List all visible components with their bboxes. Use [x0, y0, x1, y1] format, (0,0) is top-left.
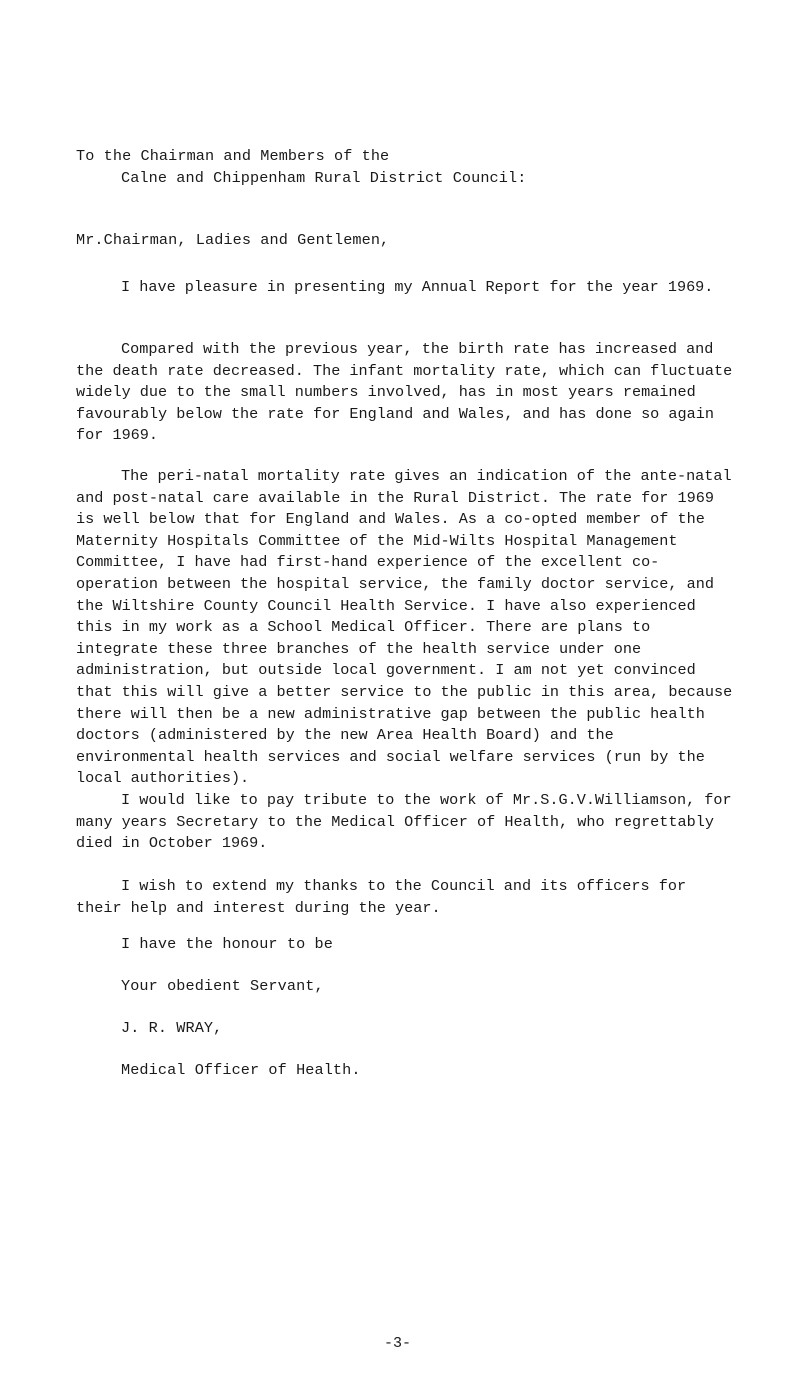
closing-honour: I have the honour to be — [121, 935, 333, 953]
paragraph-text: The peri-natal mortality rate gives an indication of the ante-natal and post-natal care available in the Rural District. The rate for 1969 is well below that for England and Wales. As a co-opted member of the Maternity Hospitals Committee of the Mid-Wilts Hospital Management Committee, I have had first-hand experience of the excellent co-operation between the hospital service, the family doctor service, and the Wiltshire County Council Health Service. I have also experienced this in my work as a School Medical Officer. There are plans to integrate these three branches of the health service under one administration, but outside local government. I am not yet convinced that this will give a better service to the public in this area, because there will then be a new administrative gap between the public health doctors (administered by the new Area Health Board) and the environmental health services and social welfare services (run by the local authorities). — [76, 467, 733, 788]
paragraph-tribute — [76, 790, 736, 855]
paragraph-perinatal — [76, 466, 736, 790]
address-line-2: Calne and Chippenham Rural District Council: — [121, 169, 527, 187]
paragraph-thanks — [76, 876, 736, 919]
page-number: -3- — [384, 1335, 412, 1352]
paragraph-intro — [76, 277, 736, 299]
paragraph-rates — [76, 339, 736, 447]
paragraph-text: I wish to extend my thanks to the Council and its officers for their help and interest during the year. — [76, 877, 687, 917]
greeting: Mr.Chairman, Ladies and Gentlemen, — [76, 231, 390, 249]
paragraph-text: I have pleasure in presenting my Annual Report for the year 1969. — [121, 278, 714, 296]
paragraph-text: Compared with the previous year, the birth rate has increased and the death rate decreased. The infant mortality rate, which can fluctuate widely due to the small numbers involved, has in most years remained favourably below the rate for England and Wales, and has done so again for 1969. — [76, 340, 733, 445]
paragraph-text: I would like to pay tribute to the work of Mr.S.G.V.Williamson, for many years Secretary to the Medical Officer of Health, who regrettably died in October 1969. — [76, 791, 732, 853]
signatory-name: J. R. WRAY, — [121, 1019, 223, 1037]
closing-servant: Your obedient Servant, — [121, 977, 324, 995]
address-line-1: To the Chairman and Members of the — [76, 147, 390, 165]
signatory-title: Medical Officer of Health. — [121, 1061, 361, 1079]
